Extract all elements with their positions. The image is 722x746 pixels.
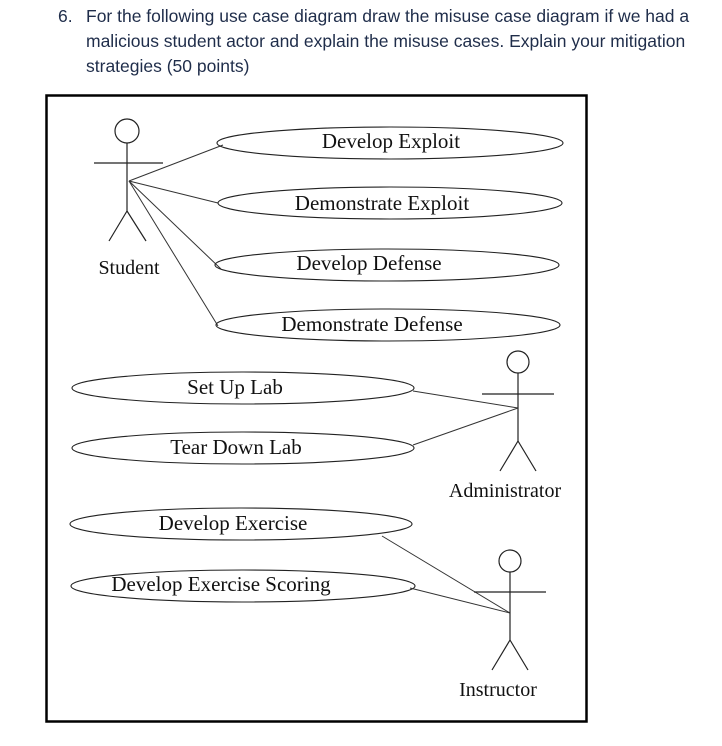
administrator-left-leg	[500, 441, 518, 471]
administrator-head	[507, 351, 529, 373]
student-head	[115, 119, 139, 143]
assoc-student-demonstrate-exploit	[129, 181, 218, 203]
use-case-tear-down-lab-label: Tear Down Lab	[170, 435, 302, 459]
instructor-label: Instructor	[459, 679, 537, 701]
administrator-label: Administrator	[448, 480, 562, 502]
question-line-1: For the following use case diagram draw the misuse case diagram if we had a	[86, 6, 690, 26]
question-number: 6.	[58, 6, 73, 26]
use-case-demonstrate-exploit-label: Demonstrate Exploit	[294, 191, 470, 215]
instructor-right-leg	[510, 640, 528, 670]
administrator-associations	[413, 391, 518, 445]
student-label: Student	[98, 257, 160, 279]
assoc-instructor-develop-exercise	[382, 536, 510, 613]
instructor-associations	[382, 536, 510, 613]
assoc-admin-tear-down-lab	[413, 408, 518, 445]
student-right-leg	[127, 211, 146, 241]
administrator-right-leg	[518, 441, 536, 471]
use-case-set-up-lab-label: Set Up Lab	[187, 375, 283, 399]
student-actor	[94, 119, 163, 241]
student-left-leg	[109, 211, 127, 241]
use-case-demonstrate-defense-label: Demonstrate Defense	[281, 312, 463, 336]
use-case-develop-defense-label: Develop Defense	[296, 251, 442, 275]
instructor-actor	[474, 550, 546, 670]
use-case-develop-exploit-label: Develop Exploit	[321, 129, 461, 153]
question-line-3: strategies (50 points)	[86, 56, 250, 76]
use-case-develop-exercise-scoring-label: Develop Exercise Scoring	[111, 572, 331, 596]
administrator-actor	[482, 351, 554, 471]
instructor-left-leg	[492, 640, 510, 670]
instructor-head	[499, 550, 521, 572]
use-case-develop-exercise-label: Develop Exercise	[158, 511, 308, 535]
use-case-diagram	[45, 94, 589, 724]
question-line-2: malicious student actor and explain the misuse cases. Explain your mitigation	[86, 31, 686, 51]
